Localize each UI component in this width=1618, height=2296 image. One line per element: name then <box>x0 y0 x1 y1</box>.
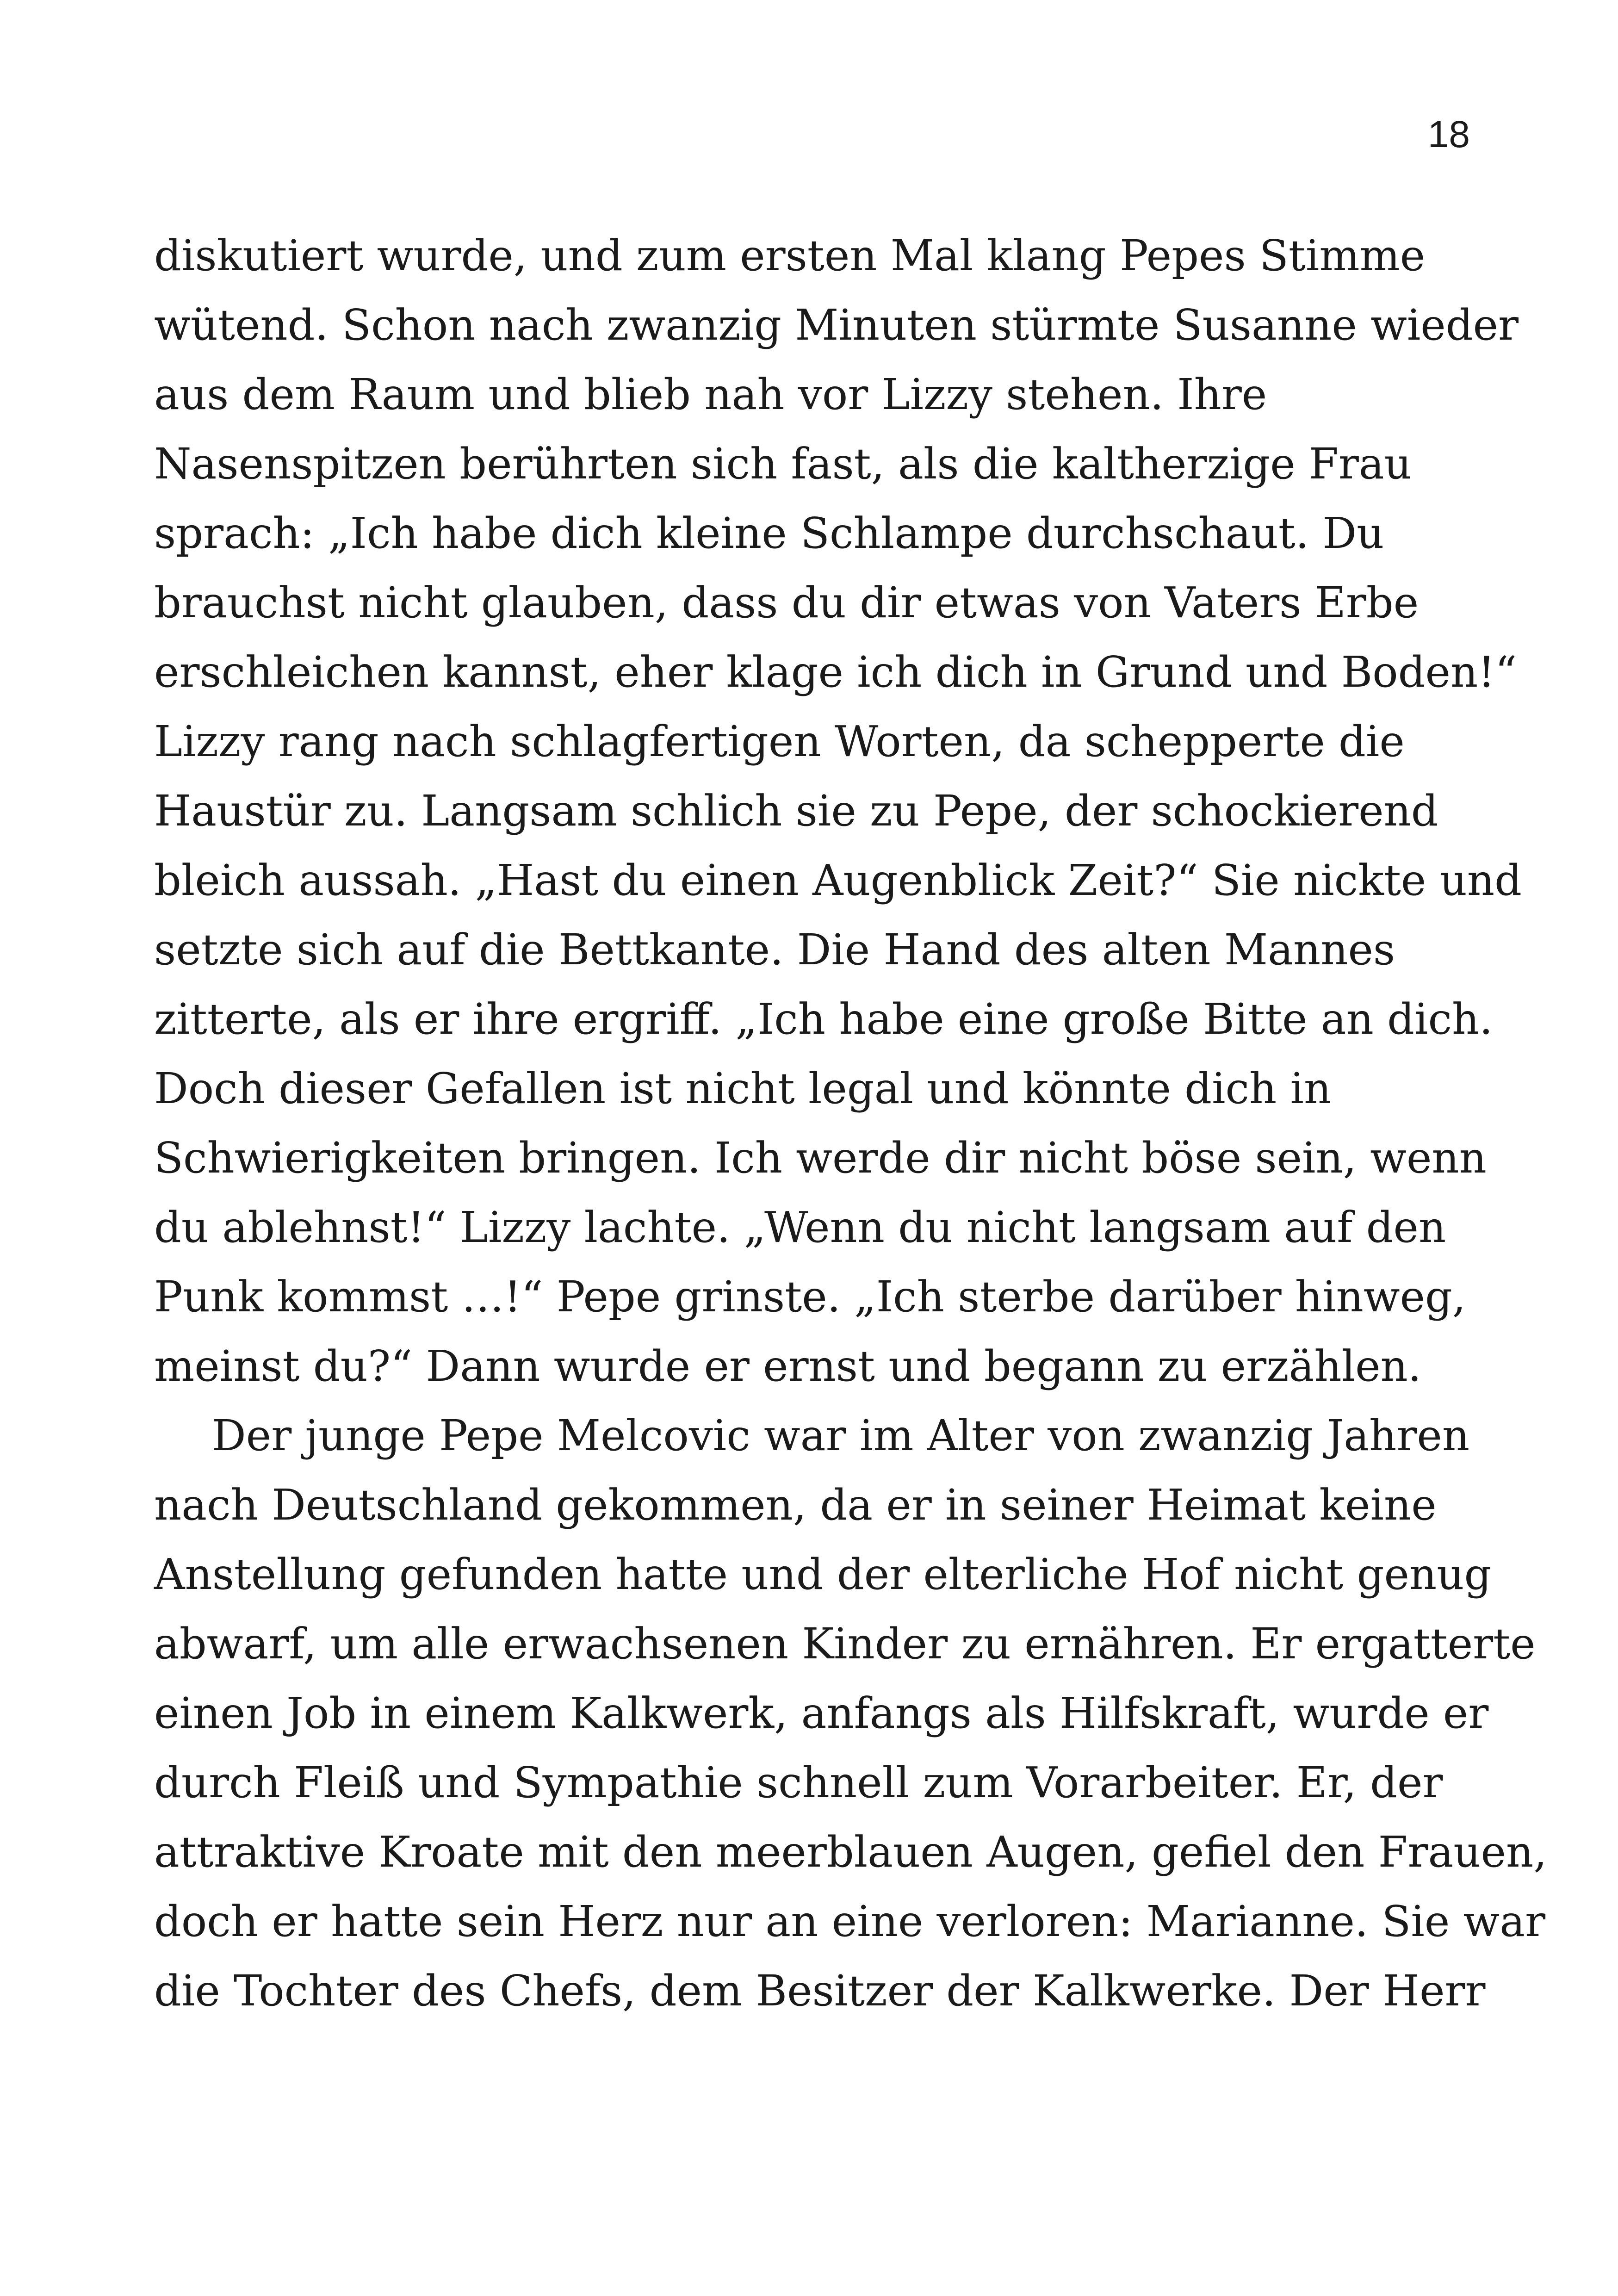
text-line: Der junge Pepe Melcovic war im Alter von zwanzig Jahren <box>212 1411 1470 1460</box>
text-line: die Tochter des Chefs, dem Besitzer der Kalkwerke. Der Herr <box>154 1966 1486 2016</box>
text-line: nach Deutschland gekommen, da er in seiner Heimat keine <box>154 1480 1437 1530</box>
text-line: wütend. Schon nach zwanzig Minuten stürmte Susanne wieder <box>154 300 1519 350</box>
text-line: erschleichen kannst, eher klage ich dich in Grund und Boden!“ <box>154 647 1517 697</box>
page-number: 18 <box>1427 113 1470 155</box>
text-line: Lizzy rang nach schlagfertigen Worten, da schepperte die <box>154 717 1405 766</box>
text-line: diskutiert wurde, und zum ersten Mal klang Pepes Stimme <box>154 231 1426 280</box>
paragraph-2 <box>154 1401 1547 2026</box>
paragraph-1 <box>154 221 1522 1401</box>
text-line: brauchst nicht glauben, dass du dir etwas von Vaters Erbe <box>154 578 1419 627</box>
body-text <box>154 221 1547 2026</box>
text-line: zitterte, als er ihre ergriff. „Ich habe eine große Bitte an dich. <box>154 994 1493 1044</box>
text-line: Nasenspitzen berührten sich fast, als die kaltherzige Frau <box>154 439 1412 489</box>
text-line: Schwierigkeiten bringen. Ich werde dir nicht böse sein, wenn <box>154 1133 1487 1183</box>
text-line: meinst du?“ Dann wurde er ernst und begann zu erzählen. <box>154 1341 1422 1391</box>
text-line: bleich aussah. „Hast du einen Augenblick Zeit?“ Sie nickte und <box>154 856 1522 905</box>
text-line: abwarf, um alle erwachsenen Kinder zu ernähren. Er ergatterte <box>154 1619 1536 1669</box>
text-line: einen Job in einem Kalkwerk, anfangs als Hilfskraft, wurde er <box>154 1688 1489 1738</box>
text-line: setzte sich auf die Bettkante. Die Hand des alten Mannes <box>154 925 1395 974</box>
text-line: Doch dieser Gefallen ist nicht legal und könnte dich in <box>154 1064 1332 1113</box>
text-line: Haustür zu. Langsam schlich sie zu Pepe, der schockierend <box>154 786 1438 836</box>
text-line: du ablehnst!“ Lizzy lachte. „Wenn du nicht langsam auf den <box>154 1203 1446 1252</box>
text-line: attraktive Kroate mit den meerblauen Augen, gefiel den Frauen, <box>154 1827 1547 1877</box>
text-line: aus dem Raum und blieb nah vor Lizzy stehen. Ihre <box>154 370 1267 419</box>
text-line: durch Fleiß und Sympathie schnell zum Vorarbeiter. Er, der <box>154 1758 1443 1807</box>
text-line: Anstellung gefunden hatte und der elterliche Hof nicht genug <box>154 1550 1492 1599</box>
text-line: sprach: „Ich habe dich kleine Schlampe durchschaut. Du <box>154 509 1384 558</box>
text-line: doch er hatte sein Herz nur an eine verloren: Marianne. Sie war <box>154 1897 1546 1946</box>
text-line: Punk kommst …!“ Pepe grinste. „Ich sterbe darüber hinweg, <box>154 1272 1466 1322</box>
